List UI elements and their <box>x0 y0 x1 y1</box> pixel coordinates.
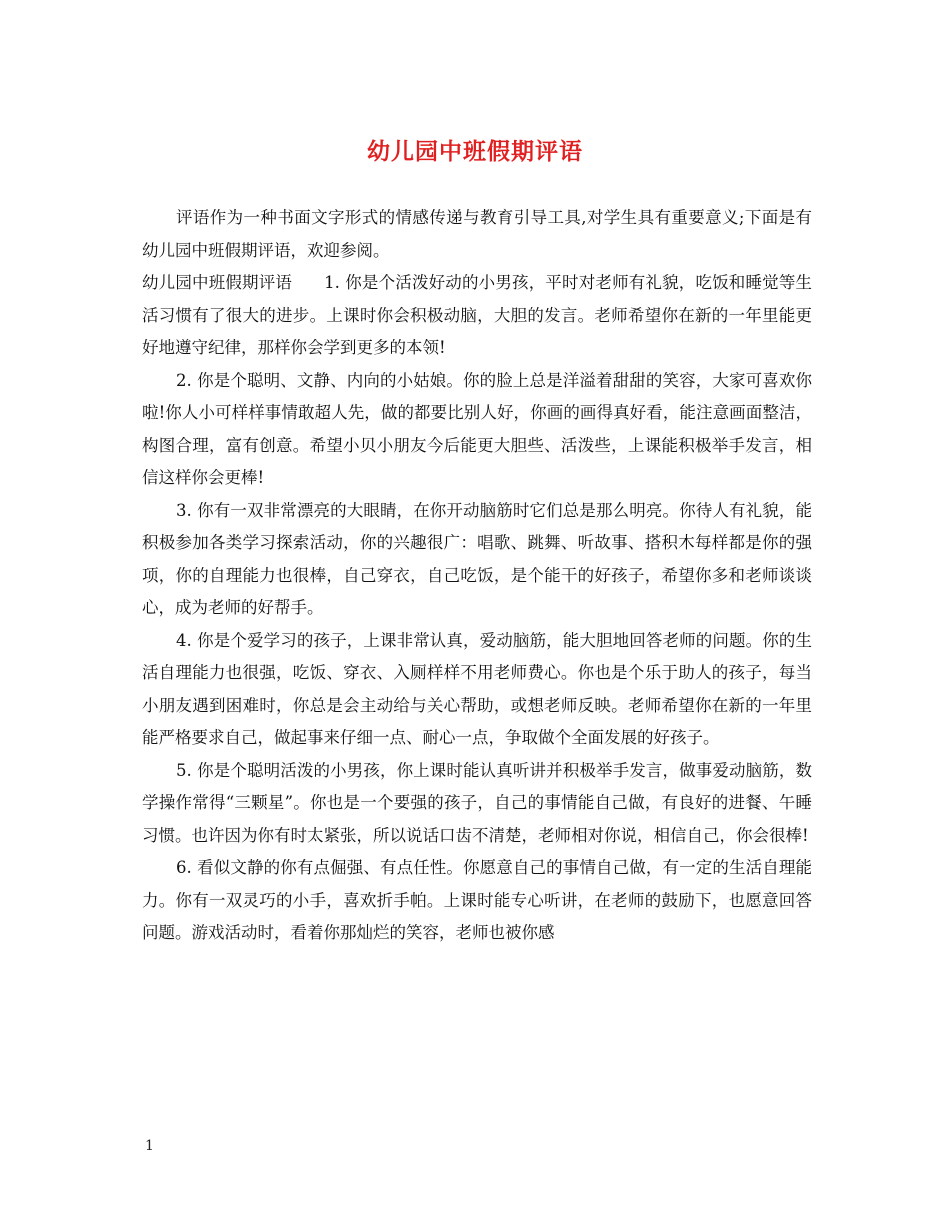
section-heading: 幼儿园中班假期评语 <box>142 273 293 292</box>
intro-paragraph: 评语作为一种书面文字形式的情感传递与教育引导工具,对学生具有重要意义;下面是有幼儿园中班假期评语，欢迎参阅。 <box>142 208 812 260</box>
page-number: 1 <box>145 1138 154 1154</box>
item-6-paragraph: 6. 看似文静的你有点倔强、有点任性。你愿意自己的事情自己做，有一定的生活自理能力。你有一双灵巧的小手，喜欢折手帕。上课时能专心听讲，在老师的鼓励下，也愿意回答问题。游戏活动时，看着你那灿烂的笑容，老师也被你感 <box>142 858 812 942</box>
document-body <box>142 202 812 950</box>
item-4-paragraph: 4. 你是个爱学习的孩子，上课非常认真，爱动脑筋，能大胆地回答老师的问题。你的生活自理能力也很强，吃饭、穿衣、入厕样样不用老师费心。你也是个乐于助人的孩子，每当小朋友遇到困难时，你总是会主动给与关心帮助，或想老师反映。老师希望你在新的一年里能严格要求自己，做起事来仔细一点、耐心一点，争取做个全面发展的好孩子。 <box>142 630 812 747</box>
item-5-paragraph: 5. 你是个聪明活泼的小男孩，你上课时能认真听讲并积极举手发言，做事爱动脑筋，数学操作常得“三颗星”。你也是一个要强的孩子，自己的事情能自己做，有良好的进餐、午睡习惯。也许因为你有时太紧张，所以说话口齿不清楚，老师相对你说，相信自己，你会很棒! <box>142 760 812 845</box>
document-title: 幼儿园中班假期评语 <box>367 138 583 165</box>
item-2-paragraph: 2. 你是个聪明、文静、内向的小姑娘。你的脸上总是洋溢着甜甜的笑容，大家可喜欢你啦!你人小可样样事情敢超人先，做的都要比别人好，你画的画得真好看，能注意画面整洁，构图合理，富有创意。希望小贝小朋友今后能更大胆些、活泼些，上课能积极举手发言，相信这样你会更棒! <box>142 370 812 487</box>
item-1-text: 1. 你是个活泼好动的小男孩，平时对老师有礼貌，吃饭和睡觉等生活习惯有了很大的进步。上课时你会积极动脑，大胆的发言。老师希望你在新的一年里能更好地遵守纪律，那样你会学到更多的本领! <box>142 273 813 357</box>
item-3-paragraph: 3. 你有一双非常漂亮的大眼睛，在你开动脑筋时它们总是那么明亮。你待人有礼貌，能积极参加各类学习探索活动，你的兴趣很广：唱歌、跳舞、听故事、搭积木每样都是你的强项，你的自理能力也很棒，自己穿衣，自己吃饭，是个能干的好孩子，希望你多和老师谈谈心，成为老师的好帮手。 <box>142 500 812 617</box>
section-paragraph-1 <box>142 267 812 365</box>
